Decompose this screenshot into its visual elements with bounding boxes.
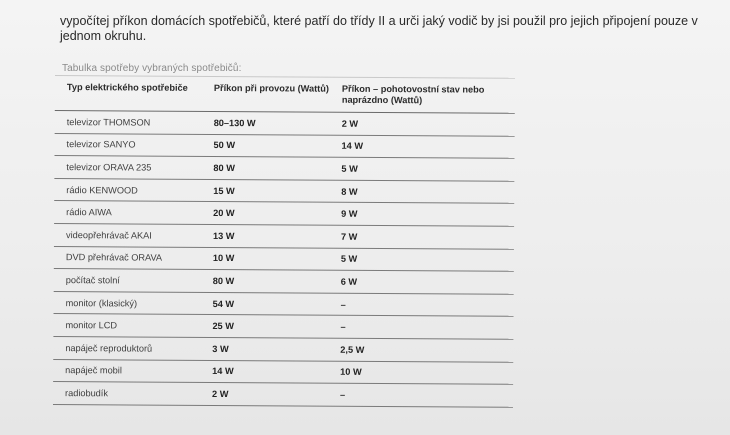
table-row bbox=[55, 111, 515, 136]
table-row bbox=[54, 201, 514, 226]
cell-appliance: televizor ORAVA 235 bbox=[66, 162, 152, 173]
cell-appliance: rádio KENWOOD bbox=[66, 184, 138, 196]
table-row bbox=[54, 269, 514, 294]
cell-power-standby: 2,5 W bbox=[340, 344, 365, 355]
cell-power-standby: 5 W bbox=[341, 163, 358, 174]
cell-power-operation: 25 W bbox=[212, 321, 234, 332]
cell-power-standby: 7 W bbox=[340, 231, 358, 242]
table-row bbox=[54, 292, 514, 317]
appliance-table bbox=[53, 75, 515, 408]
cell-power-operation: 13 W bbox=[212, 230, 235, 241]
table-header bbox=[55, 75, 515, 114]
cell-appliance: videopřehrávač AKAI bbox=[65, 229, 152, 241]
cell-appliance: monitor LCD bbox=[65, 320, 118, 331]
cell-appliance: DVD přehrávač ORAVA bbox=[65, 252, 163, 264]
cell-power-standby: 9 W bbox=[341, 208, 358, 220]
task-text: vypočítej příkon domácích spotřebičů, které patří do třídy II a urči jaký vodič by jsi použil pro jejich připojení pouze v jednom okruhu. bbox=[60, 14, 698, 43]
cell-power-operation: 80 W bbox=[213, 162, 235, 174]
cell-power-standby: 14 W bbox=[341, 141, 364, 152]
cell-power-standby: 10 W bbox=[340, 367, 362, 378]
cell-power-operation: 2 W bbox=[212, 388, 229, 399]
cell-power-standby: 5 W bbox=[340, 254, 358, 265]
table-row bbox=[54, 156, 514, 181]
cell-appliance: televizor SANYO bbox=[66, 139, 136, 150]
cell-power-operation: 80–130 W bbox=[213, 117, 256, 129]
cell-power-operation: 15 W bbox=[213, 185, 235, 196]
cell-power-operation: 80 W bbox=[212, 275, 235, 287]
table-row bbox=[55, 134, 515, 159]
cell-appliance: radiobudík bbox=[65, 387, 108, 399]
header-appliance-type: Typ elektrického spotřebiče bbox=[66, 82, 188, 93]
cell-appliance: napáječ mobil bbox=[65, 365, 122, 376]
table-row bbox=[54, 179, 514, 204]
cell-power-standby: – bbox=[340, 299, 346, 310]
cell-power-standby: 6 W bbox=[340, 276, 358, 287]
cell-power-operation: 50 W bbox=[213, 140, 236, 151]
table-row bbox=[53, 382, 513, 407]
cell-appliance: monitor (klasický) bbox=[65, 297, 138, 309]
cell-power-standby: 8 W bbox=[341, 186, 358, 197]
cell-power-operation: 10 W bbox=[212, 253, 235, 264]
table-row bbox=[54, 224, 514, 249]
cell-power-operation: 3 W bbox=[212, 343, 229, 354]
cell-power-standby: – bbox=[340, 321, 346, 332]
table-row bbox=[54, 247, 514, 272]
table-row bbox=[53, 337, 513, 362]
cell-appliance: rádio AIWA bbox=[66, 207, 112, 218]
header-power-standby: Příkon – pohotovostní stav nebo naprázdno (Wattů) bbox=[341, 83, 485, 106]
cell-appliance: počítač stolní bbox=[65, 275, 120, 286]
cell-power-standby: – bbox=[340, 389, 346, 400]
table-row bbox=[53, 360, 513, 385]
cell-power-operation: 14 W bbox=[212, 366, 234, 377]
cell-power-operation: 20 W bbox=[213, 208, 235, 219]
cell-appliance: napáječ reproduktorů bbox=[65, 342, 153, 354]
cell-power-standby: 2 W bbox=[341, 118, 359, 129]
table-caption: Tabulka spotřeby vybraných spotřebičů: bbox=[62, 63, 242, 74]
table-row bbox=[53, 314, 513, 339]
header-power-operation: Příkon při provozu (Wattů) bbox=[213, 82, 329, 94]
cell-appliance: televizor THOMSON bbox=[66, 116, 151, 128]
cell-power-operation: 54 W bbox=[212, 298, 235, 309]
